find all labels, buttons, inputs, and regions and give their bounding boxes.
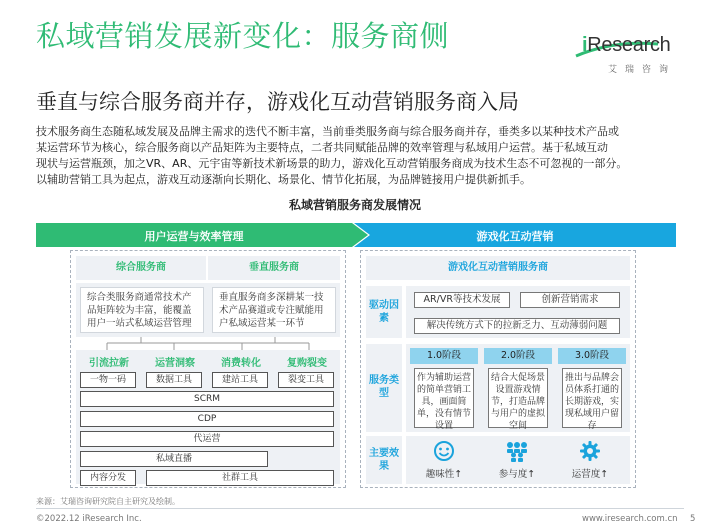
source-note: 来源：艾瑞咨询研究院自主研究及绘制。 [36,497,180,506]
tool-box: 数据工具 [146,372,202,388]
tool-box: 裂变工具 [278,372,334,388]
left-col1-head-box [76,256,206,280]
driver-box: AR/VR等技术发展 [414,292,510,308]
intro-paragraph [36,124,676,188]
stage-label: 运营洞察 [155,358,195,369]
scrm-bar: SCRM [80,391,334,407]
page-title: 私域营销发展新变化：服务商侧 [36,19,450,53]
logo-brand: Research [587,34,671,56]
col2-head: 垂直服务商 [249,262,299,273]
col2-desc: 垂直服务商多深耕某一技术产品赛道或专注赋能用户私域运营某一环节 [212,287,336,333]
tool-box: 建站工具 [212,372,268,388]
effect-label-box [366,436,402,484]
type-label-box [366,344,402,432]
driver-label-box [366,286,402,338]
driver-box: 创新营销需求 [520,292,620,308]
footer-divider [36,508,684,509]
cdp-bar: CDP [80,411,334,427]
left-band-label: 用户运营与效率管理 [144,230,244,243]
page-subtitle: 垂直与综合服务商并存，游戏化互动营销服务商入局 [36,90,519,114]
left-col2-head-box [208,256,340,280]
col1-head: 综合服务商 [116,262,166,273]
effect-text: 参与度↑ [498,469,536,480]
tool-box: 一物一码 [80,372,136,388]
copyright: ©2022.12 iResearch Inc. [36,514,142,524]
stage-text: 结合大促场景设置游戏情节，打造品牌与用户的虚拟空间 [488,368,548,428]
right-band-label: 游戏化互动营销 [476,230,554,243]
intro-line: 以辅助营销工具为起点，游戏互动逐渐向长期化、场景化、情节化拓展，为品牌链接用户提供新抓手。 [36,173,531,186]
effect-text: 运营度↑ [571,469,609,480]
right-band [354,223,676,246]
live-bar: 私域直播 [80,451,268,467]
left-band [36,223,352,246]
effect-text: 趣味性↑ [425,469,463,480]
intro-line: 技术服务商生态随私域发展及品牌主需求的迭代不断丰富，当前垂类服务商与综合服务商并存，垂类多以某种技术产品或 [36,125,619,138]
stage-label: 引流拉新 [89,358,129,369]
stage-text: 推出与品牌会员体系打通的长期游戏，实现私域用户留存 [562,368,622,428]
stage-label: 复购裂变 [287,358,327,369]
stage-badge: 1.0阶段 [410,348,478,364]
gear-settings-icon [576,440,604,462]
chart-title: 私域营销服务商发展情况 [288,198,421,212]
driver-label: 驱动因素 [369,300,399,324]
group-people-icon [502,440,532,462]
smile-face-icon [430,440,458,462]
stage-label: 消费转化 [221,358,261,369]
col1-desc: 综合类服务商通常技术产品矩阵较为丰富，能覆盖用户一站式私域运营管理 [80,287,204,333]
stage-badge: 2.0阶段 [484,348,552,364]
logo-i: i [582,34,588,56]
right-head: 游戏化互动营销服务商 [448,262,548,273]
type-label: 服务类型 [369,375,399,399]
community-bar: 社群工具 [146,470,334,486]
agency-bar: 代运营 [80,431,334,447]
stage-badge: 3.0阶段 [558,348,626,364]
iresearch-logo [582,34,682,78]
page-number: 5 [690,514,696,524]
effect-label: 主要效果 [369,448,399,472]
right-head-box [366,256,630,280]
content-box: 内容分发 [80,470,136,486]
intro-line: 某运营环节为核心，综合服务商以产品矩阵为主要特点，二者共同赋能品牌的效率管理与私域用户运营。基于私域互动 [36,141,608,154]
logo-subtext: 艾瑞咨询 [608,65,677,75]
intro-line: 现状与运营瓶颈，加之VR、AR、元宇宙等新技术新场景的助力，游戏化互动营销服务商成为技术生态不可忽视的一部分。 [36,157,628,170]
stage-text: 作为辅助运营的简单营销工具，画面简单，没有情节设置 [414,368,474,428]
driver-result: 解决传统方式下的拉新乏力、互动薄弱问题 [414,318,620,334]
website-link[interactable]: www.iresearch.com.cn [582,514,678,524]
